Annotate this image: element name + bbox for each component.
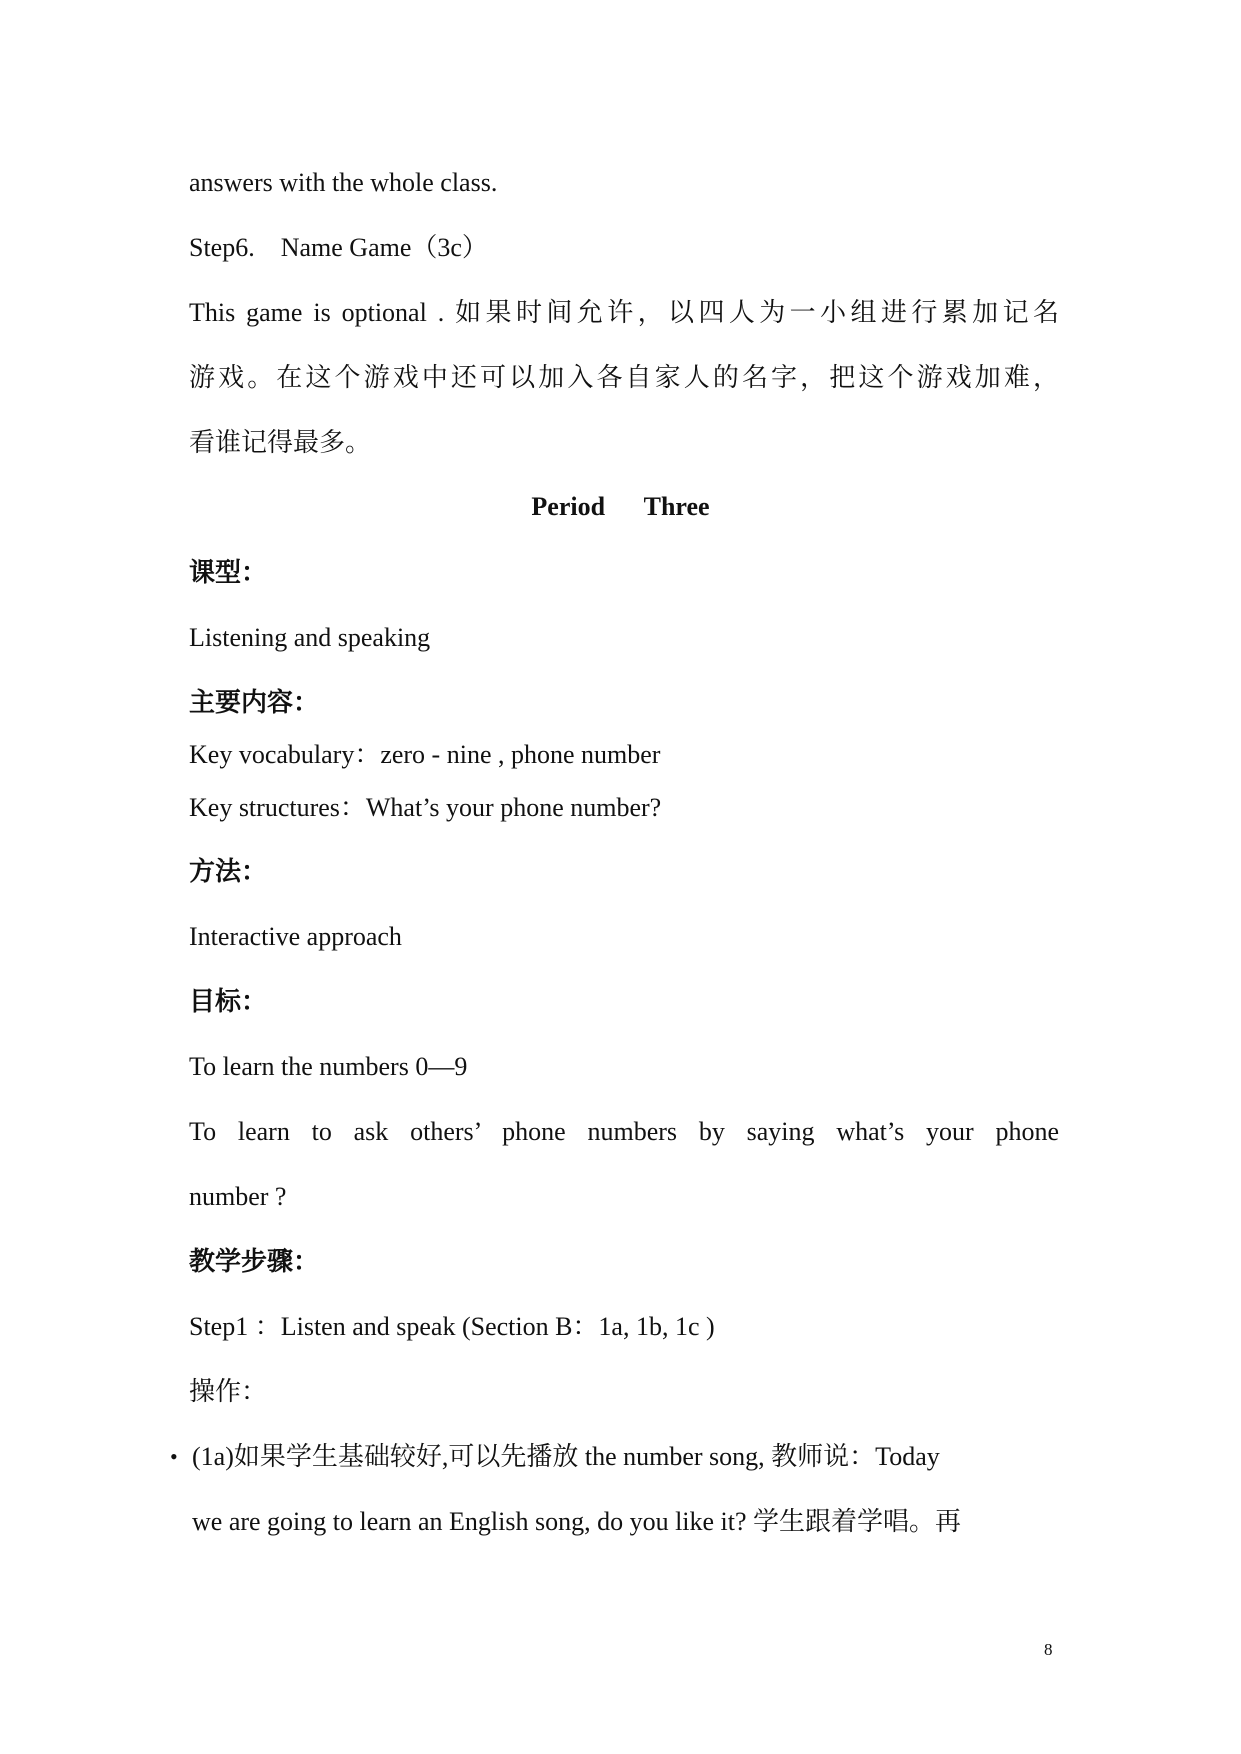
method-text: Interactive approach bbox=[189, 922, 402, 951]
operation-label: 操作： bbox=[189, 1377, 268, 1406]
steps-label: 教学步骤： bbox=[189, 1247, 320, 1276]
text-line: 看谁记得最多。 bbox=[189, 428, 372, 457]
content-label: 主要内容： bbox=[189, 688, 320, 717]
goal-label: 目标： bbox=[189, 987, 268, 1016]
bullet-text-line-2: we are going to learn an English song, do you like it? 学生跟着学唱。再 bbox=[192, 1507, 962, 1536]
text-line: This game is optional . 如果时间允许，以四人为一小组进行累加记名 bbox=[189, 298, 1059, 327]
bullet-text-line-1: (1a)如果学生基础较好,可以先播放 the number song, 教师说：Today bbox=[192, 1442, 940, 1471]
goal-line-1: To learn the numbers 0—9 bbox=[189, 1052, 468, 1081]
lesson-type-label: 课型： bbox=[189, 558, 268, 587]
method-label: 方法： bbox=[189, 857, 268, 886]
step1-line: Step1 ：Listen and speak (Section B：1a, 1b, 1c ) bbox=[189, 1312, 715, 1341]
bullet-marker: • bbox=[170, 1444, 178, 1469]
step6-line: Step6. Name Game（3c） bbox=[189, 233, 488, 262]
page-number: 8 bbox=[1044, 1640, 1053, 1659]
goal-line-2: To learn to ask others’ phone numbers by saying what’s your phone bbox=[189, 1117, 1059, 1146]
lesson-type-text: Listening and speaking bbox=[189, 623, 431, 652]
key-vocabulary-line: Key vocabulary：zero - nine , phone number bbox=[189, 740, 661, 769]
text-line: answers with the whole class. bbox=[189, 168, 498, 197]
key-structures-line: Key structures：What’s your phone number? bbox=[189, 793, 662, 822]
goal-line-2-continued: number ? bbox=[189, 1182, 287, 1211]
text-line: 游戏。在这个游戏中还可以加入各自家人的名字，把这个游戏加难， bbox=[189, 363, 1059, 392]
period-heading: Period Three bbox=[531, 492, 710, 521]
